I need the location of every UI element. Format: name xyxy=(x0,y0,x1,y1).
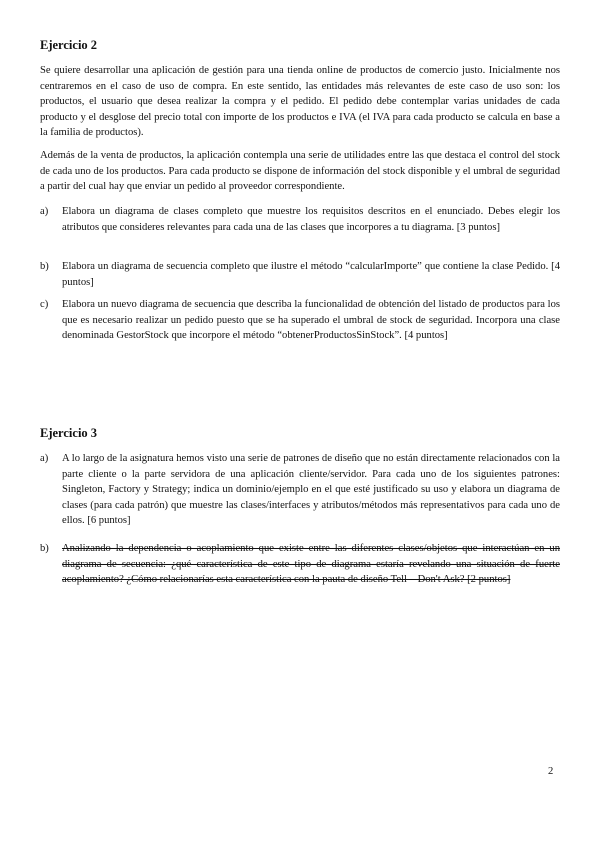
item-text-struck: Analizando la dependencia o acoplamiento que existe entre las diferentes clases/objetos que interactúan en un diagrama de secuencia: ¿qué característica de este tipo de diagrama estaría revelando una situación de fuerte acoplamiento? ¿Cómo relacionarías esta característica con la pauta de diseño Tell – Don't Ask? [2 puntos] xyxy=(62,543,560,586)
exercise-2-heading: Ejercicio 2 xyxy=(40,38,98,52)
item-marker: b) xyxy=(40,543,49,554)
exercise-2-item-c xyxy=(40,297,560,344)
item-text: A lo largo de la asignatura hemos visto una serie de patrones de diseño que no están directamente relacionados con la parte cliente o la parte servidora de una aplicación cliente/servidor. Para cada uno de los siguientes patrones: Singleton, Factory y Strategy; indica un dominio/ejemplo en el que esté justificado su uso y elabora un diagrama de clases (para cada patrón) que muestre las clases/interfaces y atributos/métodos más representativos para cada uno de ellos. [6 puntos] xyxy=(62,453,560,527)
item-text: Elabora un diagrama de secuencia completo que ilustre el método “calcularImporte” que contiene la clase Pedido. [4 puntos] xyxy=(62,261,560,288)
item-marker: a) xyxy=(40,453,49,464)
exercise-3-heading: Ejercicio 3 xyxy=(40,426,98,440)
exercise-2-paragraph-1: Se quiere desarrollar una aplicación de gestión para una tienda online de productos de comercio justo. Inicialmente nos centraremos en el caso de uso de compra. En este sentido, las entidades más relevantes de este caso de uso son: los productos, el usuario que desea realizar la compra y el pedido. El pedido debe contemplar varias unidades de cada producto y el desglose del precio total con importe de los productos e IVA (el IVA para cada producto se calcula en base a la familia de productos). xyxy=(40,65,560,139)
exercise-3-item-b xyxy=(40,541,560,588)
item-marker: a) xyxy=(40,206,49,217)
item-text: Elabora un diagrama de clases completo que muestre los requisitos descritos en el enunciado. Debes elegir los atributos que consideres relevantes para cada una de las clases que incorpores a tu diagrama. [3 puntos] xyxy=(62,206,560,233)
item-text: Elabora un nuevo diagrama de secuencia que describa la funcionalidad de obtención del listado de productos para los que es necesario realizar un pedido puesto que se ha superado el umbral de stock de seguridad. Incorpora una clase denominada GestorStock que incorpore el método “obtenerProductosSinStock”. [4 puntos] xyxy=(62,299,560,342)
exercise-2-item-a xyxy=(40,204,560,235)
exercise-2-paragraph-2: Además de la venta de productos, la aplicación contempla una serie de utilidades entre las que destaca el control del stock de cada uno de los productos. Para cada producto se dispone de información del stock disponible y el umbral de seguridad a partir del cual hay que enviar un pedido al proveedor correspondiente. xyxy=(40,150,560,193)
page-number: 2 xyxy=(548,766,554,777)
item-marker: c) xyxy=(40,299,49,310)
exercise-2-item-b xyxy=(40,259,560,290)
exercise-3-item-a xyxy=(40,451,560,529)
item-marker: b) xyxy=(40,261,49,272)
